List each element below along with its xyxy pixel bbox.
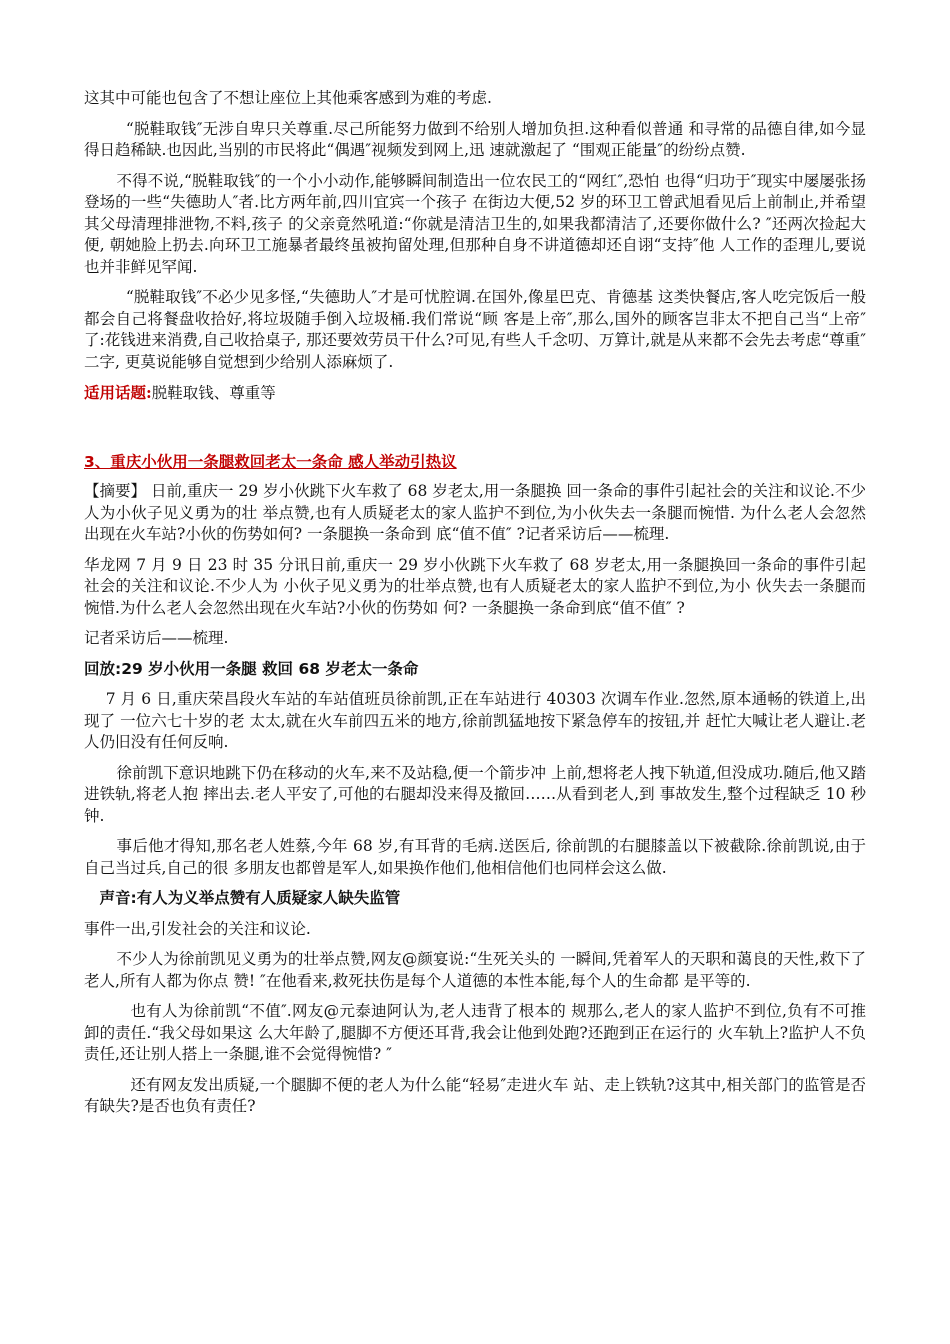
voice-heading: 声音:有人为义举点赞有人质疑家人缺失监管: [99, 889, 401, 907]
paragraph: “脱鞋取钱″不必少见多怪,“失德助人″才是可忧腔调.在国外,像星巴克、肯德基 这类快餐店,客人吃完饭后一般都会自己将餐盘收拾好,将垃圾随手倒入垃圾桶.我们常说“顾 客是上帝″,那么,国外的顾客岂非太不把自己当“上帝″了:花钱进来消费,自己收拾桌子, 那还要效劳员干什么?可见,有些人千念叨、万算计,就是从来都不会先去考虑“尊重″二字, 更莫说能够自觉想到少给别人添麻烦了.: [84, 288, 866, 371]
paragraph: 还有网友发出质疑,一个腿脚不便的老人为什么能“轻易″走进火车 站、走上铁轨?这其中,相关部门的监管是否有缺失?是否也负有责任?: [84, 1075, 866, 1115]
paragraph: “脱鞋取钱″无涉自卑只关尊重.尽己所能努力做到不给别人增加负担.这种看似普通 和寻常的品德自律,如今显得日趋稀缺.也因此,当别的市民将此“偶遇″视频发到网上,迅 速就激起了 “围观正能量″的纷纷点赞.: [84, 119, 866, 159]
paragraph: 事件一出,引发社会的关注和议论.: [84, 919, 311, 938]
summary-paragraph: 【摘要】 日前,重庆一 29 岁小伙跳下火车救了 68 岁老太,用一条腿换 回一条命的事件引起社会的关注和议论.不少人为小伙子见义勇为的壮 举点赞,也有人质疑老太的家人监护不到位,为小伙失去一条腿而惋惜. 为什么老人会忽然出现在火车站?小伙的伤势如何? 一条腿换一条命到 底“值不值″ ?记者采访后——梳理.: [84, 482, 866, 543]
section-title: 3、重庆小伙用一条腿救回老太一条命 感人举动引热议: [84, 452, 457, 471]
paragraph: 7 月 6 日,重庆荣昌段火车站的车站值班员徐前凯,正在车站进行 40303 次调车作业.忽然,原本通畅的铁道上,出现了 一位六七十岁的老 太太,就在火车前四五米的地方,徐前凯猛地按下紧急停车的按钮,并 赶忙大喊让老人避让.老人仍旧没有任何反响.: [84, 690, 866, 751]
paragraph: 不得不说,“脱鞋取钱″的一个小小动作,能够瞬间制造出一位农民工的“网红″,恐怕 也得“归功于″现实中屡屡张扬登场的一些“失德助人″者.比方两年前,四川宜宾一个孩子 在街边大便,52 岁的环卫工曾武旭看见后上前制止,并希望其父母清理排泄物,不料,孩子 的父亲竟然吼道:“你就是清洁卫生的,如果我都清洁了,还要你做什么? ″还两次捡起大便, 朝她脸上扔去.向环卫工施暴者最终虽被拘留处理,但那种自身不讲道德却还自诩“支持″他 人工作的歪理儿,要说也并非鲜见罕闻.: [84, 171, 866, 276]
paragraph: 事后他才得知,那名老人姓蔡,今年 68 岁,有耳背的毛病.送医后, 徐前凯的右腿膝盖以下被截除.徐前凯说,由于自己当过兵,自己的很 多朋友也都曾是军人,如果换作他们,他相信他们也同样会这么做.: [84, 837, 866, 877]
paragraph: 徐前凯下意识地跳下仍在移动的火车,来不及站稳,便一个箭步冲 上前,想将老人拽下轨道,但没成功.随后,他又踏进铁轨,将老人抱 摔出去.老人平安了,可他的右腿却没来得及撤回……从看到老人,到 事故发生,整个过程缺乏 10 秒钟.: [84, 763, 866, 825]
reporter-line: 记者采访后——梳理.: [84, 629, 229, 647]
paragraph: 这其中可能也包含了不想让座位上其他乘客感到为难的考虑.: [84, 89, 492, 107]
section-spacer: [84, 414, 866, 452]
paragraph: 也有人为徐前凯“不值″.网友@元泰迪阿认为,老人违背了根本的 规那么,老人的家人监护不到位,负有不可推卸的责任.“我父母如果这 么大年龄了,腿脚不方便还耳背,我会让他到处跑?还跑到正在运行的 火车轨上?监护人不负责任,还让别人搭上一条腿,谁不会觉得惋惜? ″: [84, 1002, 866, 1063]
topic-line: [84, 382, 866, 405]
topic-label: 适用话题:: [84, 383, 152, 402]
replay-heading: 回放:29 岁小伙用一条腿 救回 68 岁老太一条命: [84, 659, 419, 678]
news-paragraph: 华龙网 7 月 9 日 23 时 35 分讯日前,重庆一 29 岁小伙跳下火车救了 68 岁老太,用一条腿换回一条命的事件引起社会的关注和议论.不少人为 小伙子见义勇为的壮举点赞,也有人质疑老太的家人监护不到位,为小 伙失去一条腿而惋惜.为什么老人会忽然出现在火车站?小伙的伤势如 何? 一条腿换一条命到底“值不值″ ?: [84, 555, 866, 617]
topic-value: 脱鞋取钱、尊重等: [151, 384, 276, 402]
paragraph: 不少人为徐前凯见义勇为的壮举点赞,网友@颜宴说:“生死关头的 一瞬间,凭着军人的天职和蔼良的天性,救下了老人,所有人都为你点 赞! ″在他看来,救死扶伤是每个人道德的本性本能,每个人的生命都 是平等的.: [84, 950, 866, 990]
